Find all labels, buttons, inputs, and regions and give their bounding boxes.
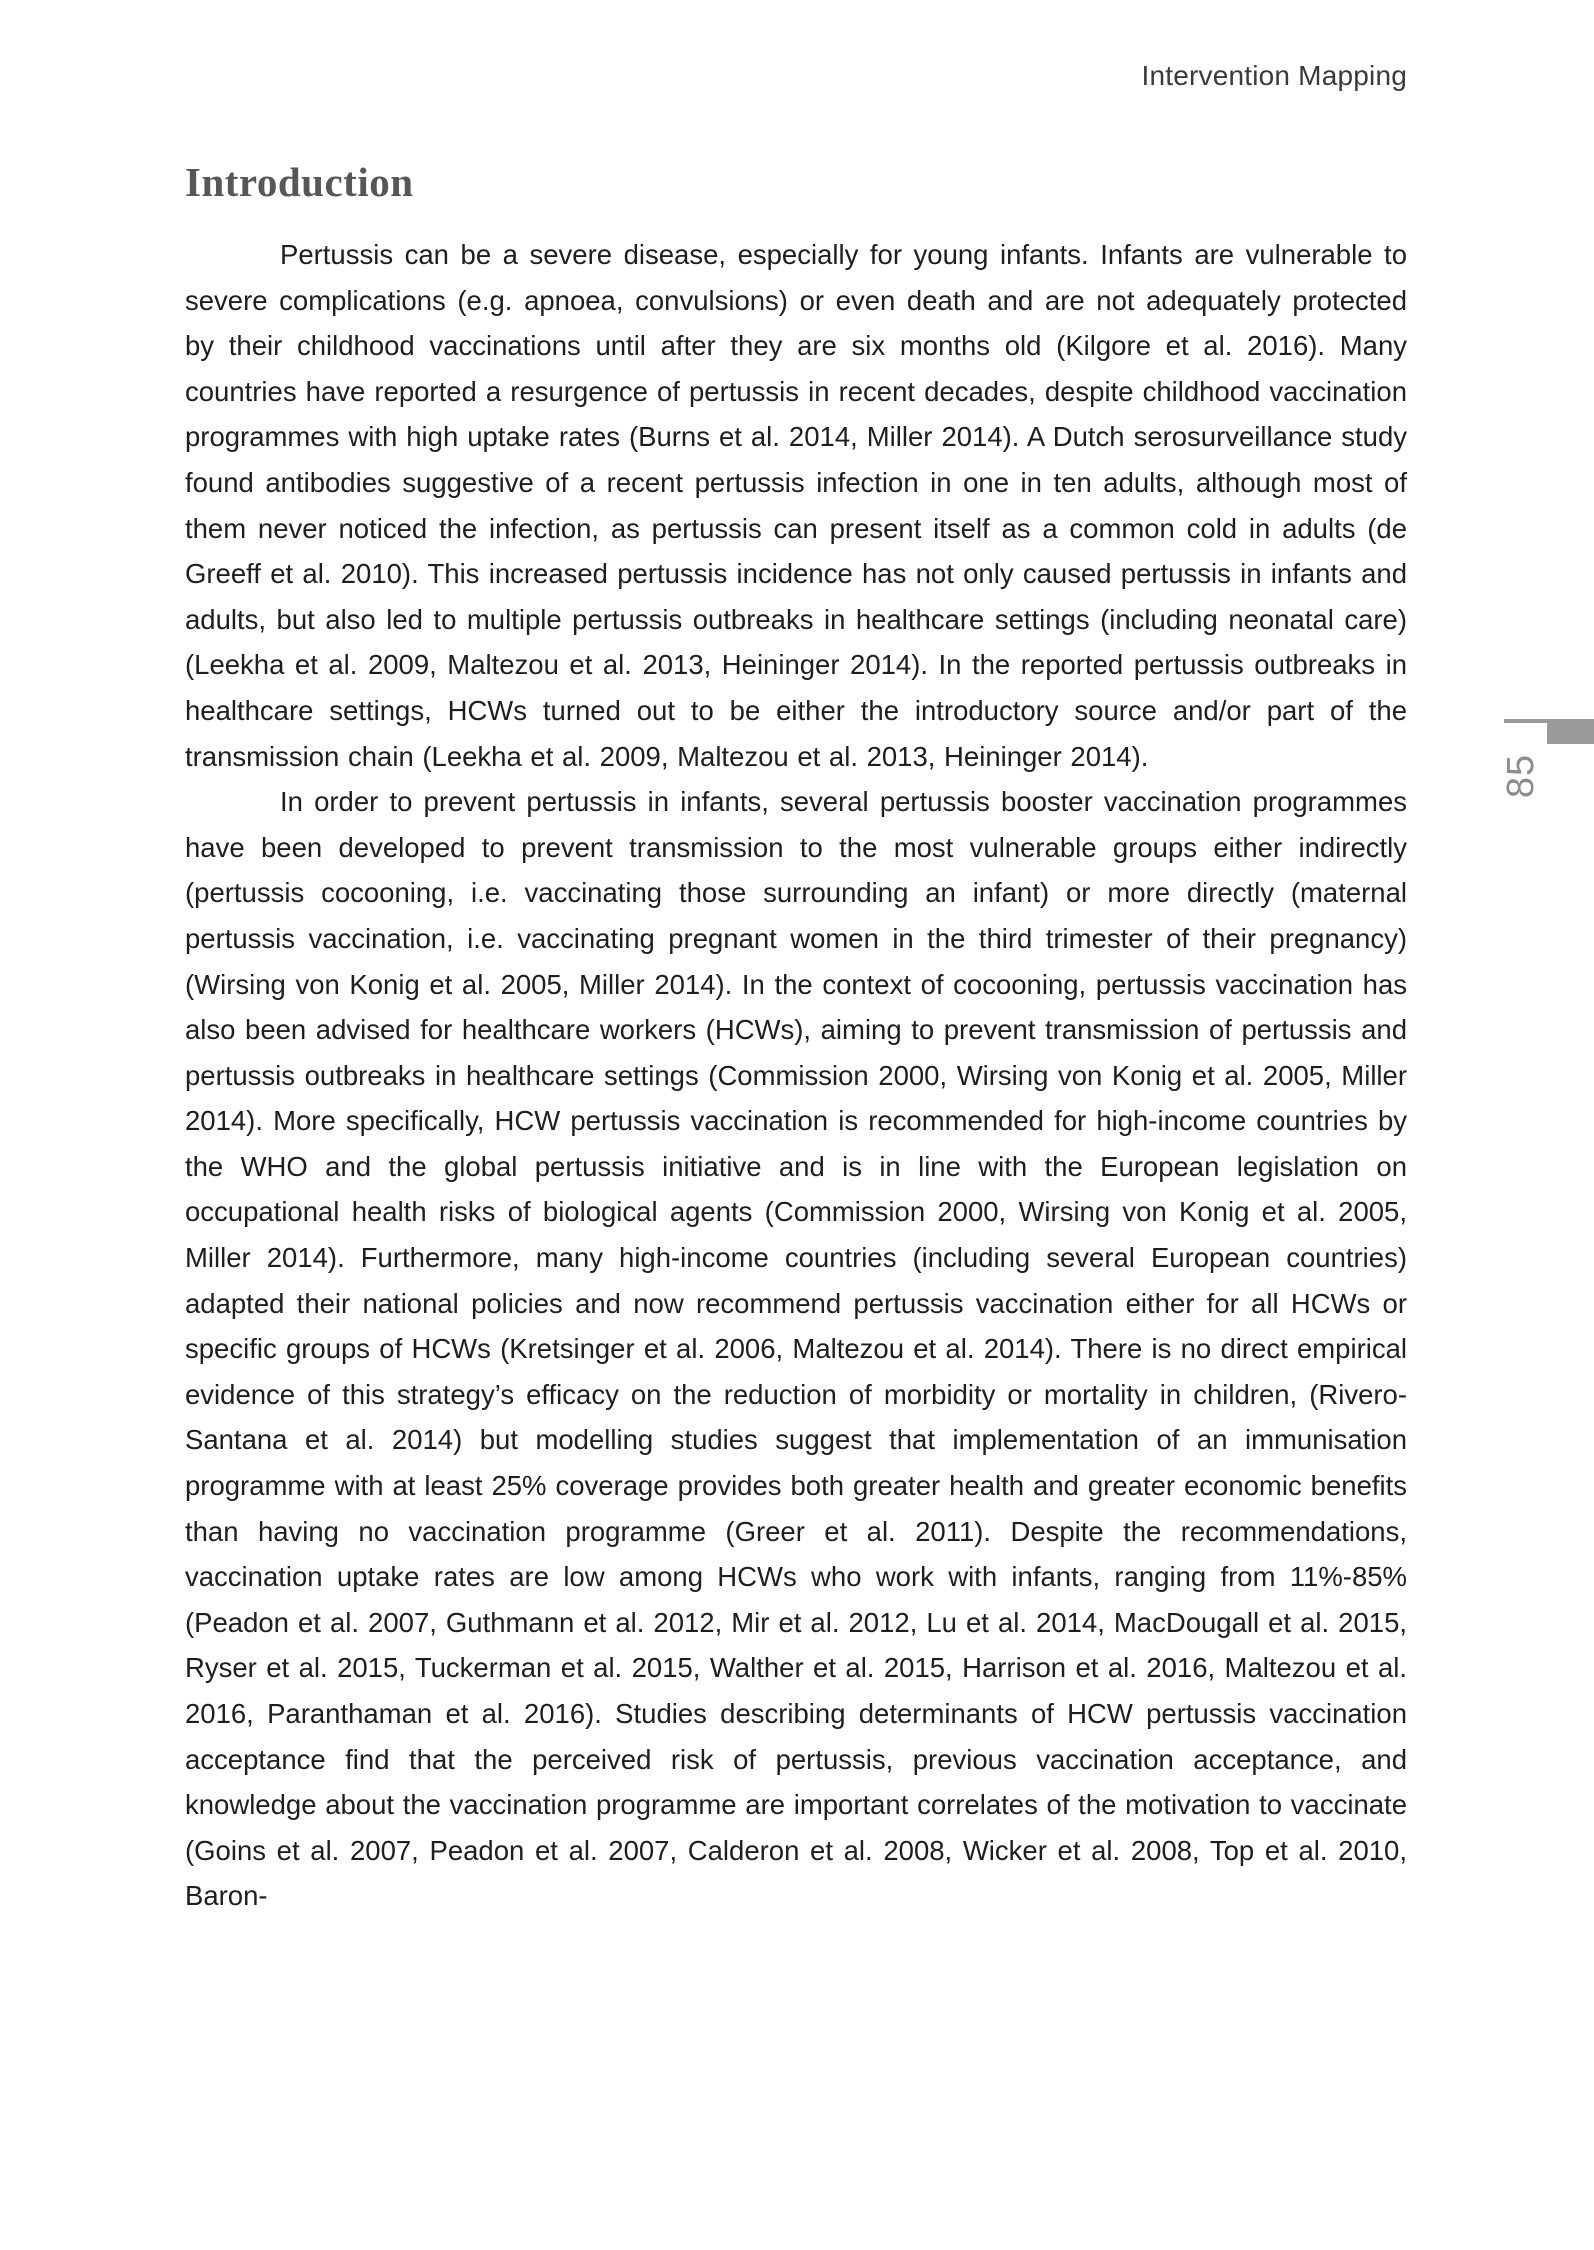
page-tab-marker: [1547, 719, 1594, 744]
section-title: Introduction: [185, 159, 414, 205]
body-text: [185, 232, 1407, 1919]
page-tab-line: [1504, 719, 1547, 723]
page-number: 85: [1499, 753, 1542, 799]
paragraph: Pertussis can be a severe disease, especially for young infants. Infants are vulnerable to severe complications (e.g. apnoea, convulsions) or even death and are not adequately protected by their childhood vaccinations until after they are six months old (Kilgore et al. 2016). Many countries have reported a resurgence of pertussis in recent decades, despite childhood vaccination programmes with high uptake rates (Burns et al. 2014, Miller 2014). A Dutch serosurveillance study found antibodies suggestive of a recent pertussis infection in one in ten adults, although most of them never noticed the infection, as pertussis can present itself as a common cold in adults (de Greeff et al. 2010). This increased pertussis incidence has not only caused pertussis in infants and adults, but also led to multiple pertussis outbreaks in healthcare settings (including neonatal care) (Leekha et al. 2009, Maltezou et al. 2013, Heininger 2014). In the reported pertussis outbreaks in healthcare settings, HCWs turned out to be either the introductory source and/or part of the transmission chain (Leekha et al. 2009, Maltezou et al. 2013, Heininger 2014).: [185, 239, 1407, 772]
running-header: Intervention Mapping: [1141, 60, 1407, 91]
paragraph: In order to prevent pertussis in infants, several pertussis booster vaccination programmes have been developed to prevent transmission to the most vulnerable groups either indirectly (pertussis cocooning, i.e. vaccinating those surrounding an infant) or more directly (maternal pertussis vaccination, i.e. vaccinating pregnant women in the third trimester of their pregnancy) (Wirsing von Konig et al. 2005, Miller 2014). In the context of cocooning, pertussis vaccination has also been advised for healthcare workers (HCWs), aiming to prevent transmission of pertussis and pertussis outbreaks in healthcare settings (Commission 2000, Wirsing von Konig et al. 2005, Miller 2014). More specifically, HCW pertussis vaccination is recommended for high-income countries by the WHO and the global pertussis initiative and is in line with the European legislation on occupational health risks of biological agents (Commission 2000, Wirsing von Konig et al. 2005, Miller 2014). Furthermore, many high-income countries (including several European countries) adapted their national policies and now recommend pertussis vaccination either for all HCWs or specific groups of HCWs (Kretsinger et al. 2006, Maltezou et al. 2014). There is no direct empirical evidence of this strategy’s efficacy on the reduction of morbidity or mortality in children, (Rivero-Santana et al. 2014) but modelling studies suggest that implementation of an immunisation programme with at least 25% coverage provides both greater health and greater economic benefits than having no vaccination programme (Greer et al. 2011). Despite the recommendations, vaccination uptake rates are low among HCWs who work with infants, ranging from 11%-85% (Peadon et al. 2007, Guthmann et al. 2012, Mir et al. 2012, Lu et al. 2014, MacDougall et al. 2015, Ryser et al. 2015, Tuckerman et al. 2015, Walther et al. 2015, Harrison et al. 2016, Maltezou et al. 2016, Paranthaman et al. 2016). Studies describing determinants of HCW pertussis vaccination acceptance find that the perceived risk of pertussis, previous vaccination acceptance, and knowledge about the vaccination programme are important correlates of the motivation to vaccinate (Goins et al. 2007, Peadon et al. 2007, Calderon et al. 2008, Wicker et al. 2008, Top et al. 2010, Baron-: [185, 786, 1407, 1912]
